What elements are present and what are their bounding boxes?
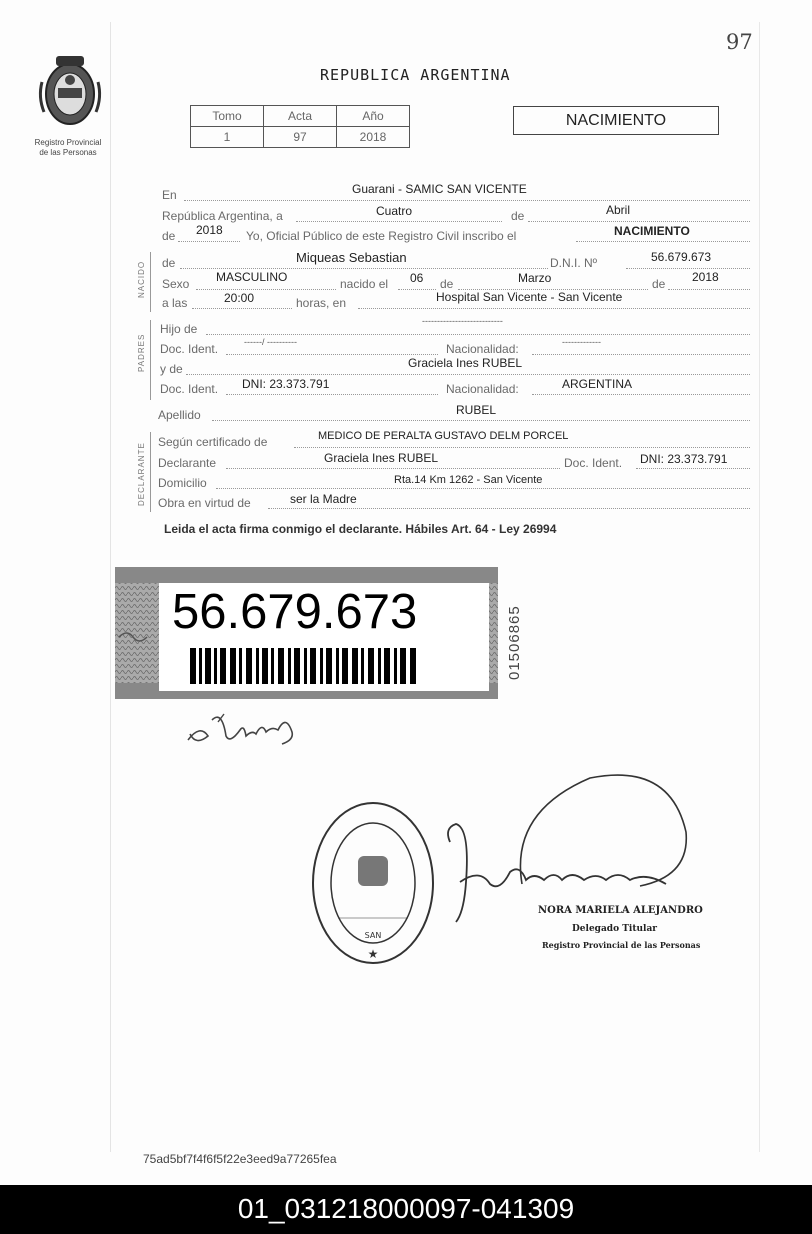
sexo-label: Sexo — [162, 277, 190, 291]
nac-mes-value: Marzo — [518, 271, 552, 285]
de2-label: de — [162, 229, 176, 243]
dotted-line — [186, 374, 750, 375]
en-label: En — [162, 188, 177, 202]
nombre-value: Miqueas Sebastian — [296, 250, 407, 265]
dotted-line — [626, 268, 750, 269]
anio-header: Año — [337, 106, 410, 127]
de4-label: de — [440, 277, 454, 291]
de5-label: de — [652, 277, 666, 291]
alas-label: a las — [162, 296, 188, 310]
sticker-dni-number: 56.679.673 — [172, 585, 418, 639]
lugar-value: Hospital San Vicente - San Vicente — [436, 290, 623, 304]
logo-caption-line2: de las Personas — [39, 148, 97, 157]
domicilio-value: Rta.14 Km 1262 - San Vicente — [394, 474, 543, 486]
acta-value: 97 — [264, 127, 337, 148]
dotted-line — [358, 308, 750, 309]
acta-header: Acta — [264, 106, 337, 127]
document-hash: 75ad5bf7f4f6f5f22e3eed9a77265fea — [143, 1152, 337, 1166]
dotted-line — [206, 334, 750, 335]
barcode-icon — [190, 648, 420, 684]
hora-value: 20:00 — [224, 291, 255, 305]
dotted-line — [226, 354, 438, 355]
de-label: de — [511, 209, 525, 223]
declarante-rule — [150, 432, 151, 512]
logo-caption — [20, 138, 116, 158]
madre-value: Graciela Ines RUBEL — [408, 356, 523, 370]
official-name: NORA MARIELA ALEJANDRO — [538, 905, 703, 916]
dotted-line — [576, 241, 750, 242]
nac-anio-value: 2018 — [692, 270, 719, 284]
nac-dia-value: 06 — [410, 271, 424, 285]
logo-caption-line1: Registro Provincial — [34, 138, 102, 147]
yo-text: Yo, Oficial Público de este Registro Civil inscribo el — [246, 229, 517, 243]
doc1-label: Doc. Ident. — [160, 342, 219, 356]
inscribo-value: NACIMIENTO — [614, 224, 690, 238]
side-label-padres: PADRES — [137, 333, 146, 372]
dotted-line — [532, 354, 750, 355]
provincial-registry-logo — [34, 52, 106, 132]
padres-rule — [150, 320, 151, 400]
domicilio-label: Domicilio — [158, 476, 207, 490]
dotted-line — [398, 289, 436, 290]
dotted-line — [532, 394, 750, 395]
anio-value: 2018 — [196, 223, 223, 237]
dni-value: 56.679.673 — [651, 250, 712, 264]
nac2-value: ARGENTINA — [562, 377, 633, 391]
apellido-value: RUBEL — [456, 403, 497, 417]
horas-label: horas, en — [296, 296, 347, 310]
nacido-label: nacido el — [340, 277, 389, 291]
dotted-line — [180, 268, 548, 269]
segun-value: MEDICO DE PERALTA GUSTAVO DELM PORCEL — [318, 430, 569, 442]
obra-label: Obra en virtud de — [158, 496, 251, 510]
file-id-footer: 01_031218000097-041309 — [0, 1185, 812, 1234]
tomo-header: Tomo — [191, 106, 264, 127]
declarante-value: Graciela Ines RUBEL — [324, 451, 439, 465]
nac1-label: Nacionalidad: — [446, 342, 519, 356]
closing-statement: Leida el acta firma conmigo el declarante. Hábiles Art. 64 - Ley 26994 — [164, 522, 557, 536]
official-org: Registro Provincial de las Personas — [542, 940, 701, 950]
segun-label: Según certificado de — [158, 435, 268, 449]
dotted-line — [668, 289, 750, 290]
dotted-line — [268, 508, 750, 509]
sexo-value: MASCULINO — [216, 270, 288, 284]
sticker-serial: 01506865 — [506, 605, 523, 680]
nac1-value: ------------- — [562, 337, 601, 347]
dotted-line — [178, 241, 240, 242]
nac2-label: Nacionalidad: — [446, 382, 519, 396]
svg-text:SAN: SAN — [364, 931, 382, 940]
hijo-value: --------------------------- — [422, 316, 503, 326]
doc3-value: DNI: 23.373.791 — [640, 452, 728, 466]
dotted-line — [196, 289, 336, 290]
dia-value: Cuatro — [376, 204, 413, 218]
dotted-line — [528, 221, 750, 222]
document-title: REPUBLICA ARGENTINA — [320, 66, 511, 84]
dni-label: D.N.I. Nº — [550, 256, 598, 270]
dotted-line — [216, 488, 750, 489]
official-title: Delegado Titular — [572, 924, 658, 934]
apellido-label: Apellido — [158, 408, 201, 422]
doc3-label: Doc. Ident. — [564, 456, 623, 470]
svg-text:★: ★ — [367, 947, 379, 961]
declarant-signature — [182, 700, 302, 752]
side-label-nacido: NACIDO — [137, 260, 146, 298]
yde-label: y de — [160, 362, 183, 376]
nacido-rule — [150, 252, 151, 312]
record-type-box: NACIMIENTO — [513, 106, 719, 135]
republica-label: República Argentina, a — [162, 209, 283, 223]
dotted-line — [294, 447, 750, 448]
dotted-line — [226, 468, 560, 469]
registry-stamp — [308, 798, 438, 968]
obra-value: ser la Madre — [290, 492, 357, 506]
dotted-line — [212, 420, 750, 421]
dotted-line — [636, 468, 750, 469]
dotted-line — [296, 221, 502, 222]
dotted-line — [192, 308, 292, 309]
anio-value: 2018 — [337, 127, 410, 148]
side-label-declarante: DECLARANTE — [137, 442, 146, 506]
dotted-line — [184, 200, 750, 201]
declarante-label: Declarante — [158, 456, 217, 470]
tomo-value: 1 — [191, 127, 264, 148]
en-value: Guarani - SAMIC SAN VICENTE — [352, 182, 527, 196]
doc2-label: Doc. Ident. — [160, 382, 219, 396]
record-table — [190, 105, 410, 148]
doc2-value: DNI: 23.373.791 — [242, 377, 330, 391]
hijo-label: Hijo de — [160, 322, 198, 336]
doc1-value: ------/ ---------- — [244, 337, 297, 347]
dotted-line — [226, 394, 438, 395]
mes-value: Abril — [606, 203, 631, 217]
page-number: 97 — [726, 30, 753, 54]
de3-label: de — [162, 256, 176, 270]
